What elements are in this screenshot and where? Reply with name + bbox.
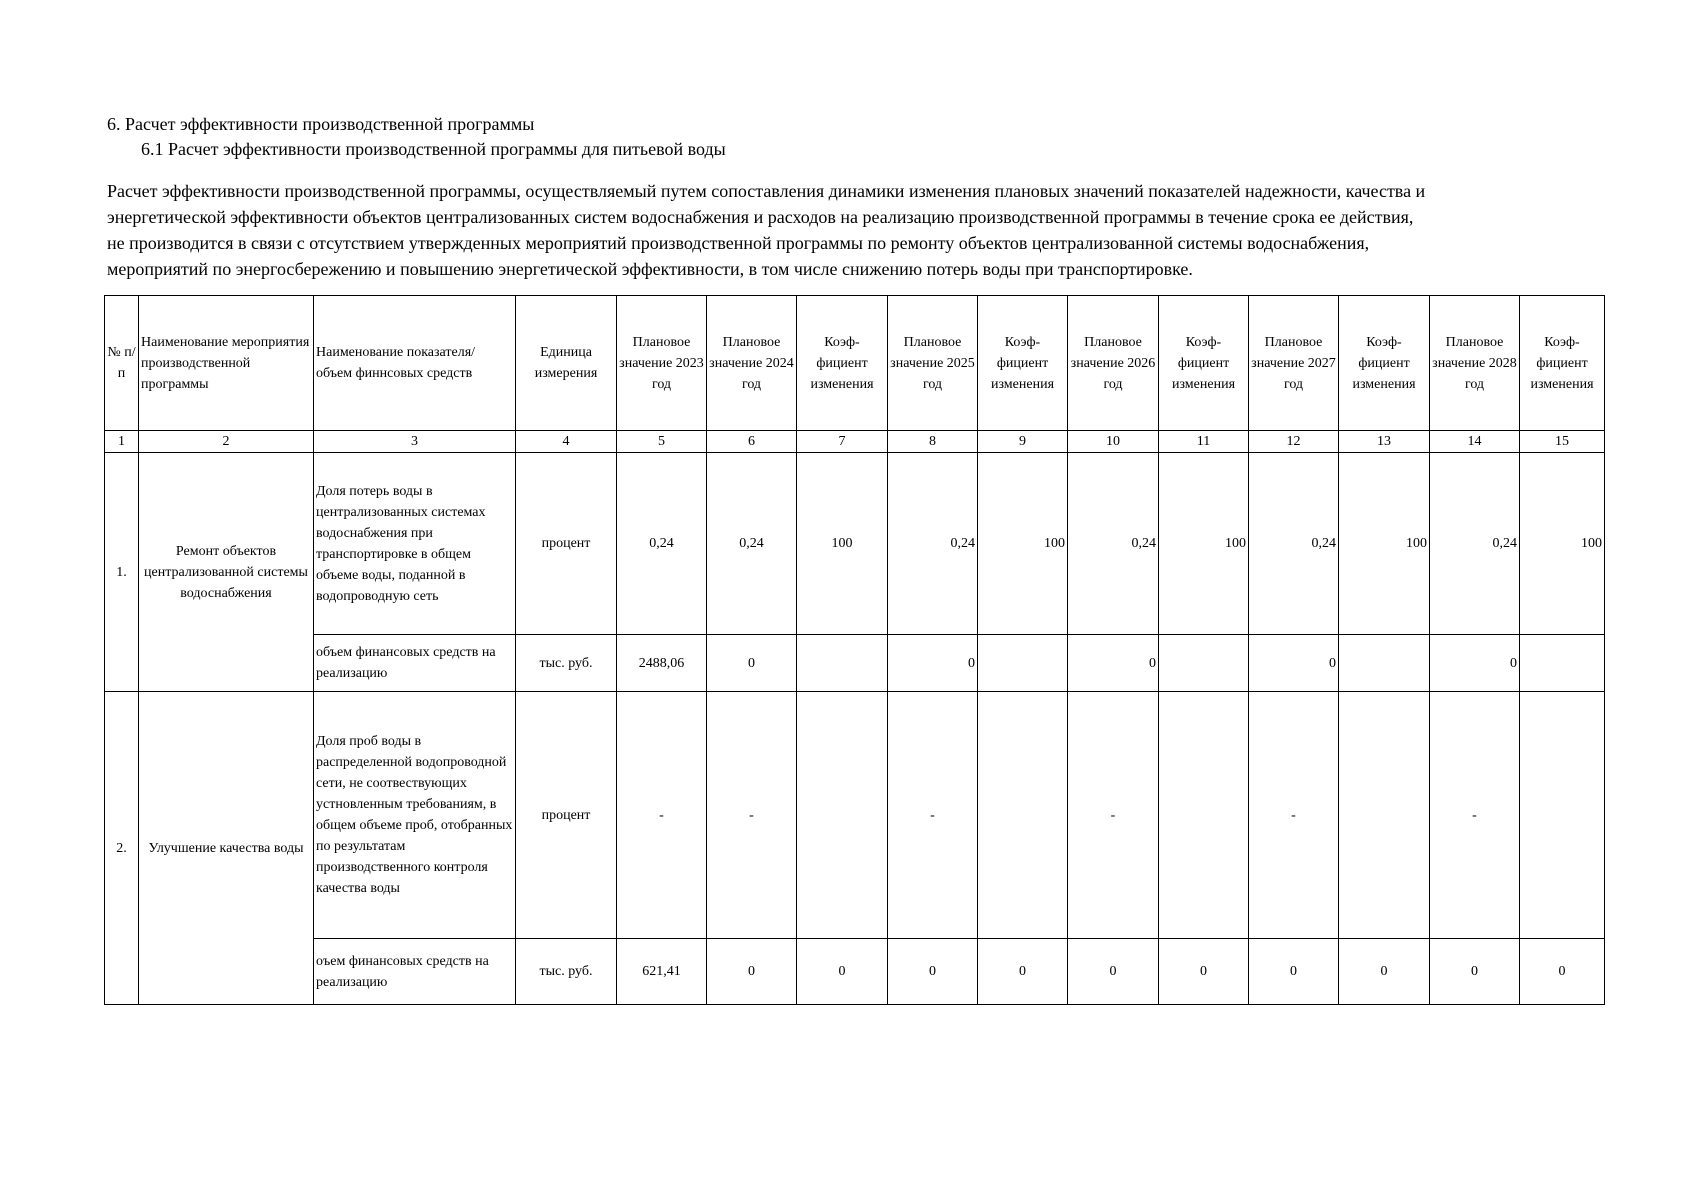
header-cell: Плановое значение 2027 год bbox=[1249, 296, 1339, 431]
column-number: 2 bbox=[139, 431, 314, 453]
value-cell: 0 bbox=[707, 635, 797, 692]
column-number: 7 bbox=[797, 431, 888, 453]
value-cell: 0 bbox=[797, 939, 888, 1005]
unit-cell: тыс. руб. bbox=[516, 635, 617, 692]
value-cell bbox=[1339, 692, 1430, 939]
value-cell: 0 bbox=[1430, 939, 1520, 1005]
section-heading: 6. Расчет эффективности производственной программы bbox=[107, 114, 535, 134]
subsection-heading: 6.1 Расчет эффективности производственной программы для питьевой воды bbox=[141, 139, 726, 159]
header-cell: Коэф-фициент изменения bbox=[978, 296, 1068, 431]
value-cell: 0 bbox=[1249, 939, 1339, 1005]
event-name: Ремонт объектов централизованной системы водоснабжения bbox=[139, 453, 314, 692]
value-cell bbox=[1159, 692, 1249, 939]
value-cell: 0 bbox=[1249, 635, 1339, 692]
column-number: 3 bbox=[314, 431, 516, 453]
value-cell: 0,24 bbox=[707, 453, 797, 635]
header-cell: Плановое значение 2024 год bbox=[707, 296, 797, 431]
column-number: 10 bbox=[1068, 431, 1159, 453]
column-number: 15 bbox=[1520, 431, 1605, 453]
column-number: 4 bbox=[516, 431, 617, 453]
table-row bbox=[105, 939, 1605, 1005]
header-cell: Коэф-фициент изменения bbox=[1520, 296, 1605, 431]
header-cell: Коэф-фициент изменения bbox=[1339, 296, 1430, 431]
value-cell: 0,24 bbox=[888, 453, 978, 635]
header-cell: Единица измерения bbox=[516, 296, 617, 431]
value-cell: 2488,06 bbox=[617, 635, 707, 692]
indicator-name: Доля проб воды в распределенной водопроводной сети, не соотвествующих устновленным требованиям, в общем объеме проб, отобранных по результатам производственного контроля качества воды bbox=[314, 692, 516, 939]
row-number: 2. bbox=[105, 692, 139, 1005]
unit-cell: процент bbox=[516, 453, 617, 635]
indicator-name: Доля потерь воды в централизованных системах водоснабжения при транспортировке в общем объеме воды, поданной в водопроводную сеть bbox=[314, 453, 516, 635]
value-cell: 0 bbox=[1068, 635, 1159, 692]
value-cell: 0 bbox=[707, 939, 797, 1005]
paragraph-line: энергетической эффективности объектов централизованных систем водоснабжения и расходов на реализацию производственной программы в течение срока ее действия, bbox=[107, 207, 1414, 227]
column-number: 11 bbox=[1159, 431, 1249, 453]
value-cell: - bbox=[1430, 692, 1520, 939]
value-cell: 0,24 bbox=[1430, 453, 1520, 635]
intro-paragraph bbox=[107, 178, 1607, 282]
header-cell: Плановое значение 2026 год bbox=[1068, 296, 1159, 431]
value-cell bbox=[1159, 635, 1249, 692]
column-number: 1 bbox=[105, 431, 139, 453]
value-cell bbox=[978, 692, 1068, 939]
value-cell: 100 bbox=[797, 453, 888, 635]
value-cell: - bbox=[707, 692, 797, 939]
column-number: 13 bbox=[1339, 431, 1430, 453]
header-cell: Наименование мероприятия производственной программы bbox=[139, 296, 314, 431]
value-cell: 100 bbox=[1339, 453, 1430, 635]
value-cell: 0,24 bbox=[1068, 453, 1159, 635]
value-cell: 0 bbox=[1520, 939, 1605, 1005]
table-row bbox=[105, 635, 1605, 692]
header-cell: Коэф-фициент изменения bbox=[1159, 296, 1249, 431]
efficiency-table bbox=[104, 295, 1605, 1005]
value-cell: 621,41 bbox=[617, 939, 707, 1005]
unit-cell: тыс. руб. bbox=[516, 939, 617, 1005]
header-cell: № п/п bbox=[105, 296, 139, 431]
value-cell: 0,24 bbox=[617, 453, 707, 635]
value-cell: 0 bbox=[1339, 939, 1430, 1005]
value-cell: 0 bbox=[888, 635, 978, 692]
value-cell bbox=[1520, 692, 1605, 939]
value-cell: - bbox=[1068, 692, 1159, 939]
unit-cell: процент bbox=[516, 692, 617, 939]
value-cell bbox=[978, 635, 1068, 692]
header-cell: Наименование показателя/ объем финнсовых средств bbox=[314, 296, 516, 431]
column-number: 5 bbox=[617, 431, 707, 453]
table-header-row bbox=[105, 296, 1605, 431]
table-row bbox=[105, 453, 1605, 635]
value-cell: - bbox=[1249, 692, 1339, 939]
table-row bbox=[105, 692, 1605, 939]
indicator-name: оъем финансовых средств на реализацию bbox=[314, 939, 516, 1005]
header-cell: Плановое значение 2023 год bbox=[617, 296, 707, 431]
column-number: 12 bbox=[1249, 431, 1339, 453]
value-cell: 0 bbox=[978, 939, 1068, 1005]
indicator-name: объем финансовых средств на реализацию bbox=[314, 635, 516, 692]
row-number: 1. bbox=[105, 453, 139, 692]
paragraph-line: Расчет эффективности производственной программы, осуществляемый путем сопоставления динамики изменения плановых значений показателей надежности, качества и bbox=[107, 181, 1426, 201]
value-cell: - bbox=[617, 692, 707, 939]
header-cell: Коэф-фициент изменения bbox=[797, 296, 888, 431]
column-number: 9 bbox=[978, 431, 1068, 453]
value-cell: - bbox=[888, 692, 978, 939]
value-cell: 100 bbox=[978, 453, 1068, 635]
value-cell: 0 bbox=[888, 939, 978, 1005]
value-cell: 100 bbox=[1520, 453, 1605, 635]
value-cell: 0 bbox=[1430, 635, 1520, 692]
column-number: 14 bbox=[1430, 431, 1520, 453]
value-cell: 0 bbox=[1068, 939, 1159, 1005]
value-cell bbox=[1520, 635, 1605, 692]
value-cell bbox=[1339, 635, 1430, 692]
column-number: 6 bbox=[707, 431, 797, 453]
paragraph-line: не производится в связи с отсутствием утвержденных мероприятий производственной программы по ремонту объектов централизованной системы водоснабжения, bbox=[107, 233, 1370, 253]
value-cell: 0,24 bbox=[1249, 453, 1339, 635]
value-cell: 0 bbox=[1159, 939, 1249, 1005]
header-cell: Плановое значение 2025 год bbox=[888, 296, 978, 431]
header-cell: Плановое значение 2028 год bbox=[1430, 296, 1520, 431]
value-cell bbox=[797, 692, 888, 939]
column-number-row bbox=[105, 431, 1605, 453]
value-cell bbox=[797, 635, 888, 692]
paragraph-line: мероприятий по энергосбережению и повышению энергетической эффективности, в том числе снижению потерь воды при транспортировке. bbox=[107, 259, 1193, 279]
column-number: 8 bbox=[888, 431, 978, 453]
value-cell: 100 bbox=[1159, 453, 1249, 635]
event-name: Улучшение качества воды bbox=[139, 692, 314, 1005]
